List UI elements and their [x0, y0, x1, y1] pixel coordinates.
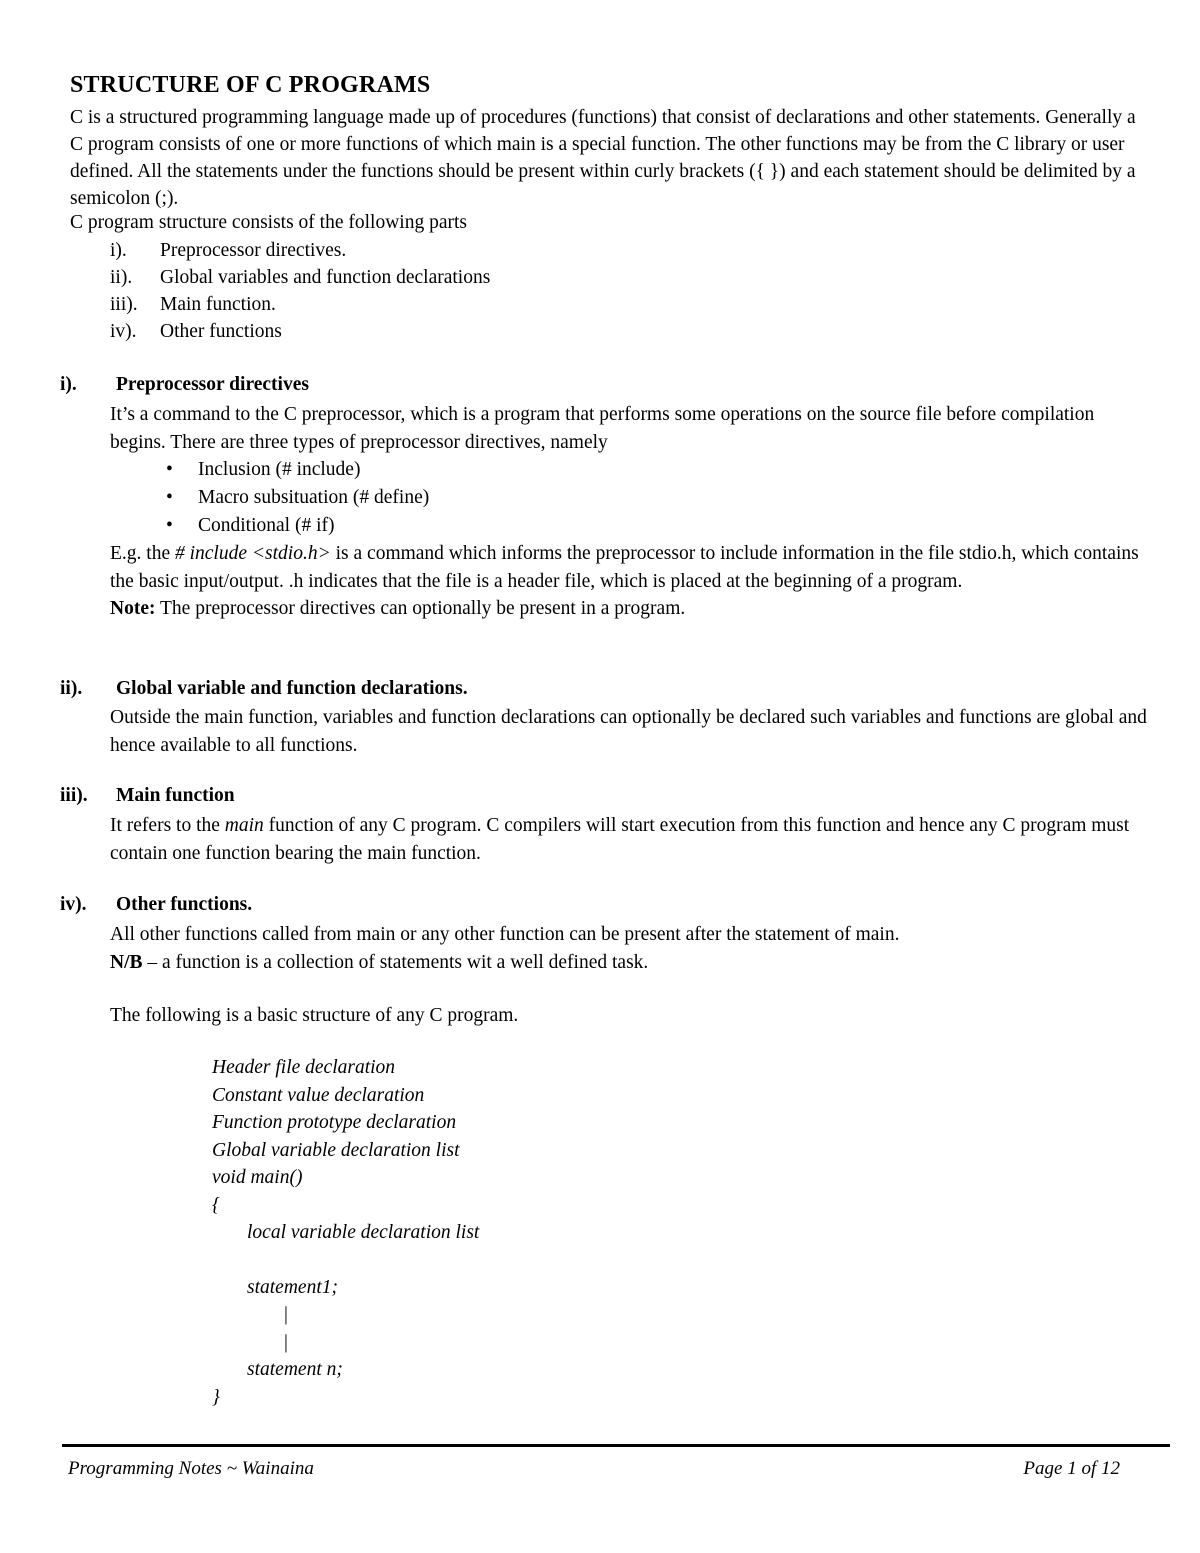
- footer-page-number: Page 1 of 12: [1023, 1458, 1120, 1479]
- section-title: Global variable and function declarations.: [116, 678, 468, 699]
- example-code: # include <stdio.h>: [174, 543, 331, 564]
- section-text: function of any C program. C compilers will start execution from this function and hence any C program must contain one function bearing the main function.: [110, 815, 1130, 864]
- section-body-preprocessor: [110, 401, 1150, 623]
- list-item: [110, 237, 490, 264]
- list-item-label: Main function.: [160, 294, 276, 315]
- code-line: void main(): [212, 1167, 303, 1188]
- list-item: [110, 291, 490, 318]
- list-item-number: ii).: [110, 267, 133, 288]
- section-body-main: [110, 812, 1150, 867]
- list-item-label: Macro subsituation (# define): [198, 487, 430, 508]
- intro-paragraph: C is a structured programming language made up of procedures (functions) that consist of declarations and other statements. Generally a C program consists of one or more functions of which main is a special function. The other functions may be from the C library or user defined. All the statements under the functions should be present within curly brackets ({ }) and each statement should be delimited by a semicolon (;).: [70, 107, 1136, 209]
- list-item-label: Global variables and function declarations: [160, 267, 491, 288]
- section-text: All other functions called from main or any other function can be present after the statement of main.: [110, 924, 900, 945]
- section-text: It refers to the: [110, 815, 225, 836]
- note-text: The preprocessor directives can optionally be present in a program.: [155, 598, 686, 619]
- list-item-number: iii).: [110, 294, 138, 315]
- note-paragraph: [110, 595, 1150, 623]
- list-item: [110, 456, 1150, 484]
- code-line: Function prototype declaration: [212, 1112, 457, 1133]
- nb-paragraph: [110, 949, 1150, 977]
- example-paragraph: [110, 540, 1150, 595]
- list-item: [110, 318, 490, 345]
- section-body-other: [110, 921, 1150, 976]
- bullet-icon: •: [166, 515, 173, 536]
- section-heading-other: [60, 894, 252, 916]
- code-line: Constant value declaration: [212, 1084, 425, 1106]
- list-item-label: Conditional (# if): [198, 515, 335, 536]
- basic-structure-intro: The following is a basic structure of any C program.: [110, 1005, 519, 1026]
- nb-text: – a function is a collection of statements wit a well defined task.: [142, 951, 649, 973]
- section-number: i).: [60, 374, 77, 395]
- example-prefix: E.g. the: [110, 543, 175, 564]
- nb-label: N/B: [110, 951, 143, 973]
- section-body-global: Outside the main function, variables and function declarations can optionally be declared such variables and functions are global and hence available to all functions.: [110, 707, 1147, 756]
- code-open-brace: {: [212, 1194, 220, 1216]
- note-label: Note:: [110, 598, 156, 619]
- section-text: It’s a command to the C preprocessor, which is a program that performs some operations on the source file before compilation begins. There are three types of preprocessor directives, namely: [110, 404, 1095, 453]
- code-line: local variable declaration list: [247, 1222, 480, 1243]
- code-blank-line: [212, 1247, 479, 1274]
- code-line: statement1;: [247, 1276, 338, 1298]
- directive-bullet-list: [110, 456, 1150, 540]
- section-heading-preprocessor: [60, 374, 309, 396]
- section-heading-main: [60, 785, 235, 807]
- list-item-label: Inclusion (# include): [198, 459, 361, 480]
- code-structure-block: [212, 1054, 479, 1411]
- parts-list: [110, 237, 490, 345]
- section-heading-global: [60, 678, 468, 700]
- list-item-number: i).: [110, 240, 127, 261]
- section-number: iii).: [60, 785, 88, 806]
- list-item: [110, 484, 1150, 512]
- footer-author: Programming Notes ~ Wainaina: [68, 1458, 314, 1479]
- section-title: Other functions.: [116, 894, 253, 915]
- list-item: [110, 512, 1150, 540]
- list-item-label: Other functions: [160, 321, 282, 342]
- footer-divider: [62, 1444, 1170, 1447]
- code-line: Header file declaration: [212, 1057, 396, 1078]
- code-line: Global variable declaration list: [212, 1139, 460, 1161]
- section-title: Main function: [116, 785, 235, 806]
- code-continuation-bar: |: [284, 1304, 288, 1325]
- example-text: is a command which informs the preprocessor to include information in the file stdio.h, which contains the basic input/output. .h indicates that the file is a header file, which is placed at the beginning of a program.: [110, 543, 1139, 592]
- list-item-label: Preprocessor directives.: [160, 240, 347, 261]
- section-title: Preprocessor directives: [116, 374, 309, 395]
- code-line: statement n;: [247, 1359, 343, 1380]
- bullet-icon: •: [166, 487, 173, 508]
- page-title: STRUCTURE OF C PROGRAMS: [70, 72, 431, 98]
- section-number: ii).: [60, 678, 83, 699]
- emphasis-main: main: [224, 815, 264, 836]
- list-item-number: iv).: [110, 321, 137, 342]
- parts-intro: C program structure consists of the following parts: [70, 212, 467, 233]
- list-item: [110, 264, 490, 291]
- section-number: iv).: [60, 894, 87, 915]
- code-close-brace: }: [212, 1386, 220, 1408]
- bullet-icon: •: [166, 459, 173, 480]
- code-continuation-bar: |: [284, 1331, 288, 1353]
